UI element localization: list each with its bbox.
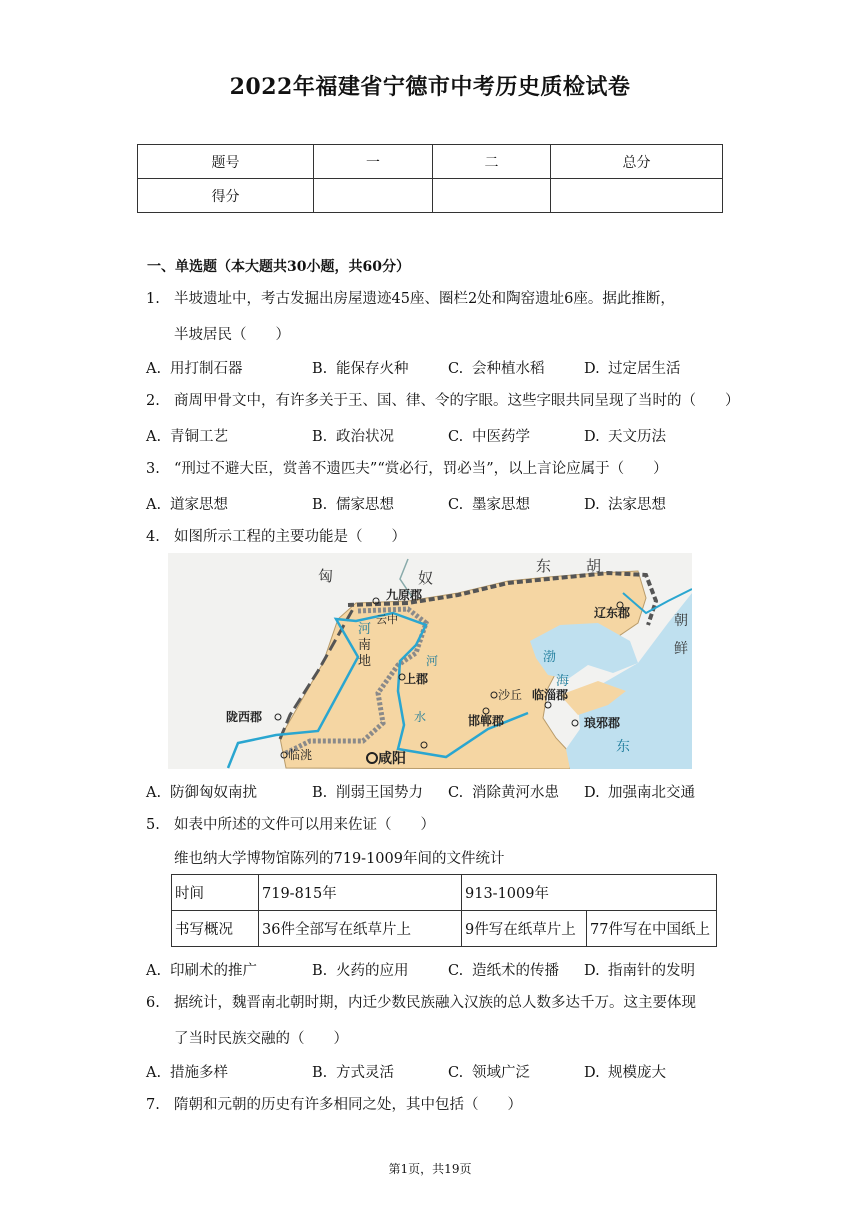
score-cell (314, 179, 433, 213)
question-text: 如图所示工程的主要功能是（ ） (174, 529, 406, 545)
option-c[interactable]: C. 会种植水稻 (448, 361, 545, 377)
label-xiongnu-1: 匈 (318, 567, 334, 585)
stats-row (172, 875, 717, 911)
question-text: 隋朝和元朝的历史有许多相同之处，其中包括（ ） (174, 1097, 522, 1113)
label-linzi: 临淄郡 (532, 688, 569, 702)
label-lintao: 临洮 (288, 748, 313, 762)
score-table-row (138, 179, 723, 213)
question-number: 6. (146, 995, 160, 1011)
question-text: “刑过不避大臣，赏善不遗匹夫”“赏必行，罚必当”，以上言论应属于（ ） (174, 461, 668, 477)
section-title: 一、单选题（本大题共30小题，共60分） (147, 259, 410, 275)
option-d[interactable]: D. 法家思想 (584, 497, 666, 513)
option-d[interactable]: D. 天文历法 (584, 429, 666, 445)
question-number: 1. (146, 291, 160, 307)
label-chao: 朝 (674, 613, 688, 629)
option-b[interactable]: B. 削弱王国势力 (312, 785, 423, 801)
label-shangjun: 上郡 (404, 672, 429, 686)
option-a[interactable]: A. 青铜工艺 (146, 429, 228, 445)
question-5-options (146, 959, 746, 979)
option-b[interactable]: B. 政治状况 (312, 429, 394, 445)
label-xian: 鲜 (674, 641, 688, 657)
score-cell (551, 179, 723, 213)
qin-great-wall-map (168, 553, 692, 769)
stats-cell: 913-1009年 (462, 875, 717, 911)
score-header-cell: 一 (314, 145, 433, 179)
option-a[interactable]: A. 印刷术的推广 (146, 963, 257, 979)
question-3 (146, 459, 668, 479)
stats-cell: 36件全部写在纸草片上 (259, 911, 462, 947)
question-text: 半坡遗址中，考古发掘出房屋遗迹45座、圈栏2处和陶窑遗址6座。据此推断， (174, 291, 675, 307)
score-row-label: 得分 (138, 179, 314, 213)
option-c[interactable]: C. 中医药学 (448, 429, 530, 445)
score-table (137, 144, 723, 213)
option-c[interactable]: C. 造纸术的传播 (448, 963, 559, 979)
table-caption: 维也纳大学博物馆陈列的719-1009年间的文件统计 (174, 851, 505, 867)
label-henan-1: 河 (358, 622, 372, 637)
question-1 (146, 289, 675, 309)
label-dong-sea: 东 (616, 739, 630, 755)
question-6 (146, 993, 696, 1013)
stats-cell: 719-815年 (259, 875, 462, 911)
option-a[interactable]: A. 防御匈奴南扰 (146, 785, 257, 801)
question-7 (146, 1095, 522, 1115)
option-d[interactable]: D. 指南针的发明 (584, 963, 695, 979)
option-a[interactable]: A. 用打制石器 (146, 361, 243, 377)
label-he-river: 河 (426, 654, 439, 668)
score-header-cell: 题号 (138, 145, 314, 179)
label-henan-3: 地 (358, 654, 372, 669)
option-b[interactable]: B. 火药的应用 (312, 963, 409, 979)
question-3-options (146, 493, 746, 513)
label-donghu-2: 胡 (586, 557, 602, 575)
question-number: 3. (146, 461, 160, 477)
label-yunzhong: 云中 (376, 613, 398, 626)
option-c[interactable]: C. 领域广泛 (448, 1065, 530, 1081)
document-stats-table (171, 874, 717, 947)
label-xiongnu-2: 奴 (418, 569, 434, 587)
label-xianyang: 咸阳 (378, 751, 406, 767)
option-b[interactable]: B. 方式灵活 (312, 1065, 394, 1081)
page-footer: 第1页，共19页 (388, 1162, 472, 1176)
question-text-continued: 半坡居民（ ） (174, 327, 290, 343)
stats-cell: 书写概况 (172, 911, 259, 947)
label-liaodong: 辽东郡 (594, 606, 631, 620)
question-2-options (146, 425, 746, 445)
label-donghu-1: 东 (536, 557, 552, 575)
label-henan-2: 南 (358, 638, 372, 653)
question-number: 5. (146, 817, 160, 833)
question-number: 4. (146, 529, 160, 545)
option-d[interactable]: D. 规模庞大 (584, 1065, 666, 1081)
question-text-continued: 了当时民族交融的（ ） (174, 1031, 348, 1047)
question-text: 商周甲骨文中，有许多关于王、国、律、令的字眼。这些字眼共同呈现了当时的（ ） (174, 393, 740, 409)
question-2 (146, 391, 740, 411)
question-4 (146, 527, 406, 547)
score-cell (433, 179, 551, 213)
label-bohai-2: 海 (556, 674, 570, 689)
label-langya: 琅邪郡 (584, 716, 621, 730)
label-handan: 邯郸郡 (468, 714, 505, 728)
score-header-cell: 二 (433, 145, 551, 179)
question-text: 如表中所述的文件可以用来佐证（ ） (174, 817, 435, 833)
option-b[interactable]: B. 儒家思想 (312, 497, 394, 513)
label-shui: 水 (414, 710, 427, 724)
score-table-header-row (138, 145, 723, 179)
page-title: 2022年福建省宁德市中考历史质检试卷 (229, 74, 631, 100)
question-4-options (146, 781, 746, 801)
question-text: 据统计，魏晋南北朝时期，内迁少数民族融入汉族的总人数多达千万。这主要体现 (174, 995, 696, 1011)
question-1-options (146, 357, 746, 377)
option-d[interactable]: D. 加强南北交通 (584, 785, 695, 801)
option-d[interactable]: D. 过定居生活 (584, 361, 681, 377)
option-a[interactable]: A. 道家思想 (146, 497, 228, 513)
option-a[interactable]: A. 措施多样 (146, 1065, 228, 1081)
option-c[interactable]: C. 消除黄河水患 (448, 785, 559, 801)
question-6-options (146, 1061, 746, 1081)
score-header-cell: 总分 (551, 145, 723, 179)
option-b[interactable]: B. 能保存火种 (312, 361, 409, 377)
question-number: 7. (146, 1097, 160, 1113)
label-longxi: 陇西郡 (226, 710, 263, 724)
stats-cell: 时间 (172, 875, 259, 911)
question-number: 2. (146, 393, 160, 409)
option-c[interactable]: C. 墨家思想 (448, 497, 530, 513)
label-bohai-1: 渤 (543, 650, 557, 665)
label-shaqiu: 沙丘 (498, 688, 523, 702)
stats-cell: 77件写在中国纸上 (587, 911, 717, 947)
stats-row (172, 911, 717, 947)
stats-cell: 9件写在纸草片上 (462, 911, 587, 947)
label-jiuyuan: 九原郡 (386, 588, 423, 602)
question-5 (146, 815, 435, 835)
